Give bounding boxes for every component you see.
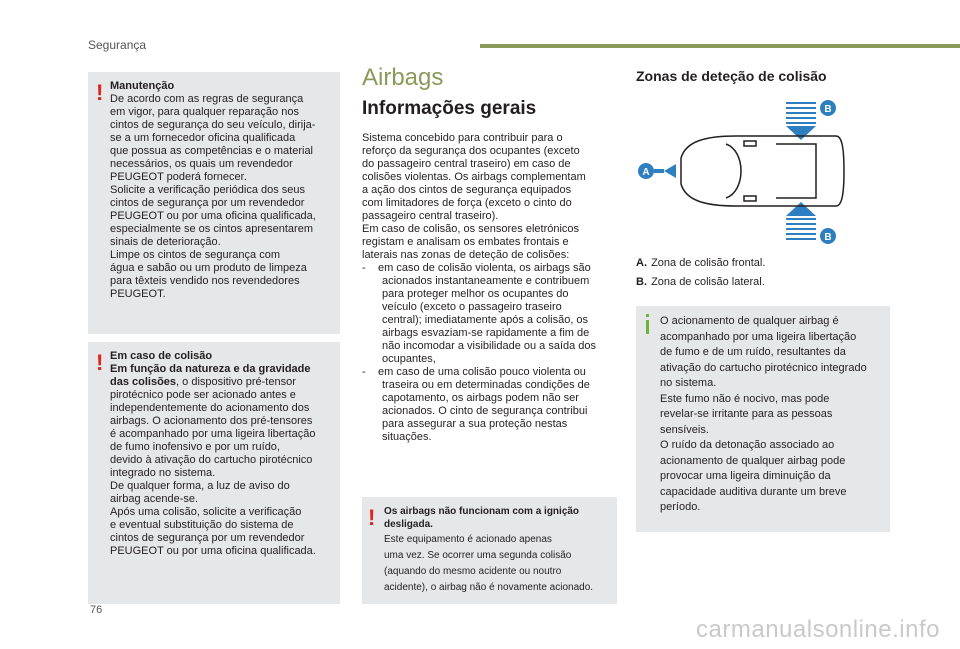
collision-lead-2: das colisões	[110, 376, 177, 388]
text-line: laterais nas zonas de deteção de colisões:	[362, 249, 570, 261]
diagram-label-b-top: B	[824, 104, 832, 115]
text-line: acompanhado por uma ligeira libertação	[660, 330, 857, 343]
side-collision-zone-bottom	[786, 202, 816, 240]
text-line: reforço da segurança dos ocupantes (exceto	[362, 145, 580, 157]
text-line: que possua as competências e o material	[110, 145, 314, 157]
text-line: para assegurar a sua proteção nestas	[382, 418, 568, 430]
text-line: De acordo com as regras de segurança	[110, 93, 304, 105]
page-title: Airbags	[362, 64, 444, 91]
text-line: situações.	[382, 431, 432, 443]
warning-icon: !	[368, 505, 376, 530]
text-line: traseira ou em determinadas condições de	[382, 379, 590, 391]
collision-lead-1: Em função da natureza e da gravidade	[110, 363, 311, 375]
text-line: airbag acende-se.	[110, 493, 199, 505]
text-line: período.	[660, 501, 701, 513]
text-line: ativação do cartucho pirotécnico integrado	[660, 361, 867, 374]
text-line: acionados instantaneamente e contribuem	[382, 275, 590, 287]
text-line: airbags esvaziam-se rapidamente a fim de	[382, 327, 590, 339]
list-item: - em caso de uma colisão pouco violenta ou traseira ou em determinadas condições de capotamento, os airbags podem não ser acionados. O cinto de segurança contribui para assegurar a sua proteção nestas situações.	[362, 366, 617, 444]
text-line: capotamento, os airbags podem não ser	[382, 392, 579, 404]
text-line: Após uma colisão, solicite a verificação	[110, 506, 302, 518]
text-line: do passageiro central traseiro) em caso de	[362, 158, 571, 170]
car-outline	[681, 136, 844, 206]
text-line: especialmente se os cintos apresentarem	[110, 223, 313, 235]
text-line: pirotécnico pode ser acionado antes e	[110, 389, 296, 401]
ignition-text	[384, 532, 616, 596]
text-line: acidente), o airbag não é novamente acionado.	[384, 582, 594, 593]
text-line: provocar uma ligeira diminuição da	[660, 470, 831, 482]
text-line: a ação dos cintos de segurança equipados	[362, 184, 572, 196]
text-line: cintos de segurança por um revendedor	[110, 197, 305, 209]
diagram-label-b-bottom: B	[824, 232, 832, 243]
text-line: Em caso de colisão, os sensores eletrónicos	[362, 223, 580, 235]
collision-warning-box	[88, 342, 340, 604]
text-line: passageiro central traseiro).	[362, 210, 499, 222]
text-line: no sistema.	[660, 377, 717, 389]
text-line: e eventual substituição do sistema de	[110, 519, 294, 531]
info-box	[636, 306, 890, 532]
text-line: acionados. O cinto de segurança contribui	[382, 405, 588, 417]
text-line: uma vez. Se ocorrer uma segunda colisão	[384, 550, 572, 561]
text-line: com limitadores de força (exceto o cinto do	[362, 197, 572, 209]
maintenance-title: Manutenção	[110, 80, 175, 92]
maintenance-text	[110, 93, 338, 301]
page-number: 76	[90, 604, 103, 616]
text-line: sensíveis.	[660, 423, 709, 436]
text-line: Este equipamento é acionado apenas	[384, 534, 552, 545]
text-line: capacidade auditiva durante um breve	[660, 485, 847, 498]
text-line: airbags. O acionamento dos pré-tensores	[110, 415, 313, 427]
text-line: Solicite a verificação periódica dos seus	[110, 184, 306, 196]
text-line: para têxteis vendido nos revendedores	[110, 275, 300, 287]
text-line: se a um fornecedor oficina qualificada	[110, 132, 296, 144]
text-line: para proteger melhor os ocupantes do	[382, 288, 569, 300]
text-line: colisões violentas. Os airbags complementam	[362, 171, 586, 183]
text-line: Sistema concebido para contribuir para o	[362, 132, 563, 144]
side-collision-zone-top	[786, 102, 816, 140]
general-info-text	[362, 132, 617, 444]
list-item: - em caso de colisão violenta, os airbags são acionados instantaneamente e contribuem para proteger melhor os ocupantes do veículo (exceto o passageiro traseiro central); imediatamente após a colisão, os airbags esvaziam-se rapidamente a fim de não incomodar a visibilidade ou a saída dos ocupantes,	[362, 262, 617, 366]
front-collision-zone	[654, 164, 676, 178]
collision-lead-rest: , o dispositivo pré-tensor	[176, 376, 296, 388]
label-a-marker	[638, 163, 654, 179]
text-line: central); imediatamente após a colisão, os	[382, 314, 589, 326]
label-b-bottom-marker	[820, 228, 836, 244]
section-subtitle: Informações gerais	[362, 98, 537, 119]
text-line: acionamento de qualquer airbag pode	[660, 454, 846, 467]
text-line: é acompanhado por uma ligeira libertação	[110, 428, 316, 440]
section-title: Segurança	[88, 38, 147, 52]
ignition-title-1: Os airbags não funcionam com a ignição	[384, 506, 580, 517]
warning-icon: !	[96, 350, 104, 375]
text-line: ocupantes,	[382, 353, 436, 365]
text-line: (aquando do mesmo acidente ou noutro	[384, 566, 562, 577]
info-icon	[646, 320, 649, 334]
text-line: necessários, os quais um revendedor	[110, 158, 293, 170]
maintenance-warning-box	[88, 72, 340, 334]
legend-item: B. Zona de colisão lateral.	[636, 276, 765, 288]
info-text	[660, 314, 888, 516]
text-line: de fumo e de um ruído, resultantes da	[660, 346, 846, 358]
text-line: PEUGEOT ou por uma oficina qualificada,	[110, 210, 316, 222]
text-line: devido à ativação do cartucho pirotécnico	[110, 454, 313, 466]
ignition-warning-box	[362, 497, 617, 604]
text-line: O ruído da detonação associado ao	[660, 439, 835, 451]
text-line: veículo (exceto o passageiro traseiro	[382, 301, 562, 313]
label-b-top-marker	[820, 100, 836, 116]
text-line: cintos de segurança do seu veículo, dirija-	[110, 119, 316, 131]
diagram-label-a: A	[642, 167, 650, 178]
collision-title: Em caso de colisão	[110, 350, 213, 362]
text-line: revelar-se irritante para as pessoas	[660, 408, 833, 420]
watermark: carmanualsonline.info	[696, 616, 940, 643]
text-line: PEUGEOT ou por uma oficina qualificada.	[110, 545, 316, 557]
text-line: água e sabão ou um produto de limpeza	[110, 262, 307, 274]
text-line: em vigor, para qualquer reparação nos	[110, 106, 299, 118]
text-line: PEUGEOT.	[110, 288, 166, 300]
text-line: integrado no sistema.	[110, 467, 216, 479]
warning-icon: !	[96, 80, 104, 105]
text-line: Este fumo não é nocivo, mas pode	[660, 392, 830, 405]
text-line: registam e analisam os embates frontais e	[362, 236, 569, 248]
collision-zones-diagram	[636, 96, 846, 246]
text-line: cintos de segurança por um revendedor	[110, 532, 305, 544]
text-line: sinais de deterioração.	[110, 236, 221, 248]
text-line: independentemente do acionamento dos	[110, 402, 310, 414]
text-line: PEUGEOT poderá fornecer.	[110, 171, 247, 183]
ignition-title-2: desligada.	[384, 519, 433, 530]
legend-item: A. Zona de colisão frontal.	[636, 257, 766, 269]
zones-title: Zonas de deteção de colisão	[636, 68, 827, 84]
text-line: Limpe os cintos de segurança com	[110, 249, 280, 261]
text-line: não incomodar a visibilidade ou a saída dos	[382, 340, 597, 352]
text-line: O acionamento de qualquer airbag é	[660, 315, 839, 327]
collision-text	[110, 389, 338, 558]
header-bar	[480, 44, 960, 48]
text-line: De qualquer forma, a luz de aviso do	[110, 480, 290, 492]
text-line: de fumo inofensivo e por um ruído,	[110, 441, 280, 453]
